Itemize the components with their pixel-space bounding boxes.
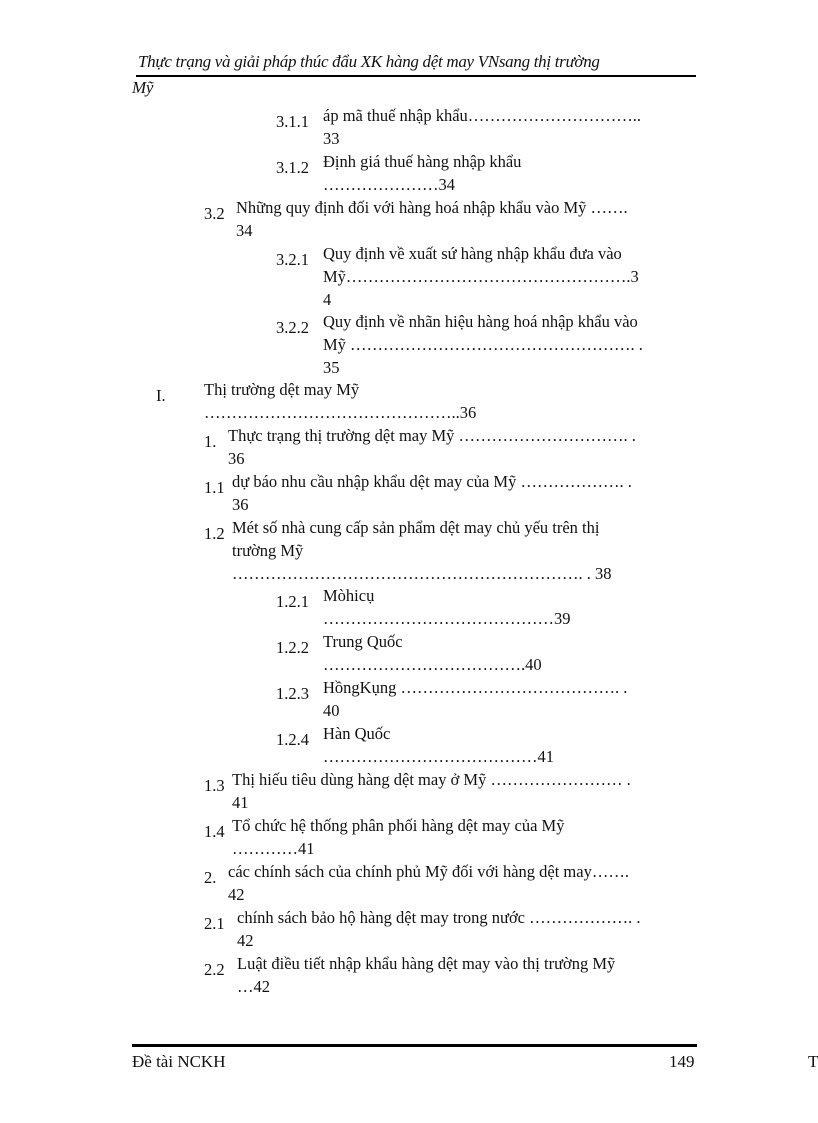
toc-number: 3.2 <box>204 204 225 223</box>
toc-page: 36 <box>232 495 249 514</box>
header-rule <box>136 75 696 77</box>
toc-page: …………41 <box>232 839 315 858</box>
toc-page: ………………………………………..36 <box>204 403 477 422</box>
header-title-line2: Mỹ <box>132 78 154 97</box>
toc-text: áp mã thuế nhập khẩu………………………….. <box>323 106 642 125</box>
toc-page: 42 <box>237 931 254 950</box>
toc-number: 3.2.1 <box>276 250 309 269</box>
toc-number: 2.1 <box>204 914 225 933</box>
toc-text: các chính sách của chính phủ Mỹ đối với hàng dệt may……. <box>228 862 629 881</box>
toc-text: Mét số nhà cung cấp sản phẩm dệt may chủ yếu trên thị <box>232 518 600 537</box>
toc-page: 40 <box>323 701 340 720</box>
toc-number: 1.2.2 <box>276 638 309 657</box>
toc-text: Luật điều tiết nhập khẩu hàng dệt may vào thị trường Mỹ <box>237 954 616 973</box>
toc-text-cont: Mỹ…………………………………………….3 <box>323 267 639 286</box>
toc-number: I. <box>156 386 166 405</box>
toc-number: 1.2.3 <box>276 684 309 703</box>
toc-text: Thị trường dệt may Mỹ <box>204 380 360 399</box>
toc-text: Quy định về xuất sứ hàng nhập khẩu đưa vào <box>323 244 622 263</box>
toc-page: …………………34 <box>323 175 455 194</box>
toc-number: 3.1.2 <box>276 158 309 177</box>
toc-page: …………………………………41 <box>323 747 554 766</box>
toc-page: 35 <box>323 358 340 377</box>
toc-number: 3.2.2 <box>276 318 309 337</box>
toc-number: 1.3 <box>204 776 225 795</box>
toc-text: Tổ chức hệ thống phân phối hàng dệt may của Mỹ <box>232 816 565 835</box>
toc-page: ……………………………………39 <box>323 609 571 628</box>
toc-page: 33 <box>323 129 340 148</box>
footer-page-number: 149 <box>669 1052 695 1071</box>
toc-page: 42 <box>228 885 245 904</box>
toc-text: dự báo nhu cầu nhập khẩu dệt may của Mỹ ………………. . <box>232 472 632 491</box>
toc-number: 1.2.1 <box>276 592 309 611</box>
toc-text: Hàn Quốc <box>323 724 391 743</box>
toc-number: 2. <box>204 868 217 887</box>
toc-number: 1.2.4 <box>276 730 309 749</box>
toc-text: Quy định về nhãn hiệu hàng hoá nhập khẩu vào <box>323 312 638 331</box>
toc-number: 1.4 <box>204 822 225 841</box>
toc-text: HồngKụng …………………………………. . <box>323 678 628 697</box>
toc-text: Mòhicụ <box>323 586 375 605</box>
toc-text: Định giá thuế hàng nhập khẩu <box>323 152 522 171</box>
toc-text: Thị hiếu tiêu dùng hàng dệt may ở Mỹ …………………… . <box>232 770 631 789</box>
toc-page: …42 <box>237 977 270 996</box>
toc-page: 4 <box>323 290 332 309</box>
toc-number: 1. <box>204 432 217 451</box>
footer-rule <box>132 1044 697 1047</box>
toc-text-cont: Mỹ ……………………………………………. . <box>323 335 643 354</box>
toc-text: Thực trạng thị trường dệt may Mỹ …………………………. . <box>228 426 636 445</box>
header-title-line1: Thực trạng và giải pháp thúc đẩu XK hàng dệt may VNsang thị trường <box>138 52 600 71</box>
toc-number: 1.2 <box>204 524 225 543</box>
footer-edge-text: T <box>808 1052 818 1071</box>
toc-page: 41 <box>232 793 249 812</box>
footer-label: Đề tài NCKH <box>132 1052 226 1071</box>
toc-page: 36 <box>228 449 245 468</box>
toc-page: ………………………………………………………. . 38 <box>232 564 612 583</box>
toc-text: Những quy định đối với hàng hoá nhập khẩu vào Mỹ ……. <box>236 198 628 217</box>
toc-number: 2.2 <box>204 960 225 979</box>
toc-page: 34 <box>236 221 253 240</box>
toc-text: chính sách bảo hộ hàng dệt may trong nước ………………. . <box>237 908 641 927</box>
toc-text: Trung Quốc <box>323 632 403 651</box>
toc-page: ……………………………….40 <box>323 655 542 674</box>
toc-number: 1.1 <box>204 478 225 497</box>
toc-number: 3.1.1 <box>276 112 309 131</box>
toc-text-cont: trường Mỹ <box>232 541 304 560</box>
